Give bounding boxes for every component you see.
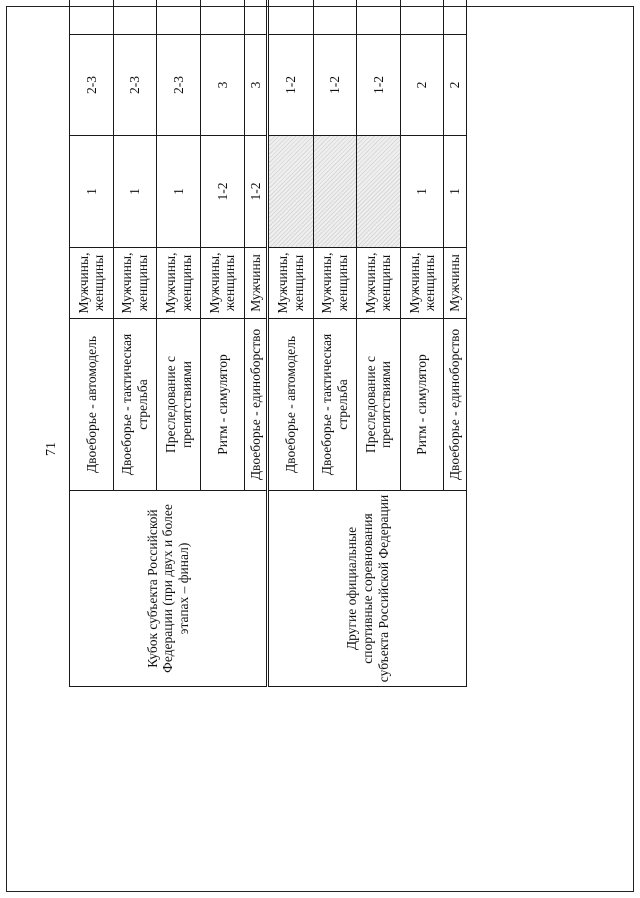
place-cell — [357, 136, 401, 248]
gender-cell: Мужчины — [444, 248, 467, 319]
discipline-cell: Ритм - симулятор — [400, 319, 444, 491]
rotated-table-wrapper — [69, 76, 467, 687]
place-cell: 2 — [444, 35, 467, 136]
place-cell: 1 — [113, 136, 157, 248]
place-cell: 1 — [444, 136, 467, 248]
discipline-cell: Двоеборье - автомодель — [268, 319, 313, 491]
gender-cell: Мужчины, женщины — [200, 248, 244, 319]
group-title: Кубок субъекта Российской Федерации (при двух и более этапах – финал) — [70, 491, 268, 687]
place-cell: 1-2 — [200, 136, 244, 248]
place-cell: 1 — [157, 136, 201, 248]
gender-cell: Мужчины, женщины — [70, 248, 114, 319]
page-number: 71 — [44, 442, 59, 456]
place-cell — [268, 136, 313, 248]
place-cell — [157, 0, 201, 35]
place-cell — [268, 0, 313, 35]
gender-cell: Мужчины, женщины — [113, 248, 157, 319]
place-cell — [313, 136, 357, 248]
gender-cell: Мужчины, женщины — [357, 248, 401, 319]
group-title: Другие официальные спортивные соревнования субъекта Российской Федерации — [268, 491, 467, 687]
place-cell: 3 — [244, 35, 268, 136]
results-table — [69, 0, 467, 687]
gender-cell: Мужчины, женщины — [157, 248, 201, 319]
place-cell — [244, 0, 268, 35]
place-cell — [200, 0, 244, 35]
gender-cell: Мужчины, женщины — [268, 248, 313, 319]
place-cell — [113, 0, 157, 35]
place-cell: 1 — [70, 136, 114, 248]
gender-cell: Мужчины, женщины — [400, 248, 444, 319]
place-cell: 2 — [400, 35, 444, 136]
place-cell — [357, 0, 401, 35]
discipline-cell: Двоеборье - тактическая стрельба — [313, 319, 357, 491]
place-cell: 1 — [400, 136, 444, 248]
discipline-cell: Преследование с препятствиями — [357, 319, 401, 491]
place-cell — [444, 0, 467, 35]
discipline-cell: Преследование с препятствиями — [157, 319, 201, 491]
place-cell: 2-3 — [70, 35, 114, 136]
discipline-cell: Двоеборье - автомодель — [70, 319, 114, 491]
place-cell: 1-2 — [268, 35, 313, 136]
place-cell: 1-2 — [244, 136, 268, 248]
table-row — [70, 0, 114, 687]
place-cell — [313, 0, 357, 35]
discipline-cell: Ритм - симулятор — [200, 319, 244, 491]
place-cell: 2-3 — [113, 35, 157, 136]
place-cell — [400, 0, 444, 35]
discipline-cell: Двоеборье - единоборство — [444, 319, 467, 491]
place-cell: 1-2 — [357, 35, 401, 136]
discipline-cell: Двоеборье - единоборство — [244, 319, 268, 491]
place-cell: 1-2 — [313, 35, 357, 136]
gender-cell: Мужчины — [244, 248, 268, 319]
gender-cell: Мужчины, женщины — [313, 248, 357, 319]
place-cell: 3 — [200, 35, 244, 136]
place-cell: 2-3 — [157, 35, 201, 136]
place-cell — [70, 0, 114, 35]
table-row — [268, 0, 313, 687]
discipline-cell: Двоеборье - тактическая стрельба — [113, 319, 157, 491]
